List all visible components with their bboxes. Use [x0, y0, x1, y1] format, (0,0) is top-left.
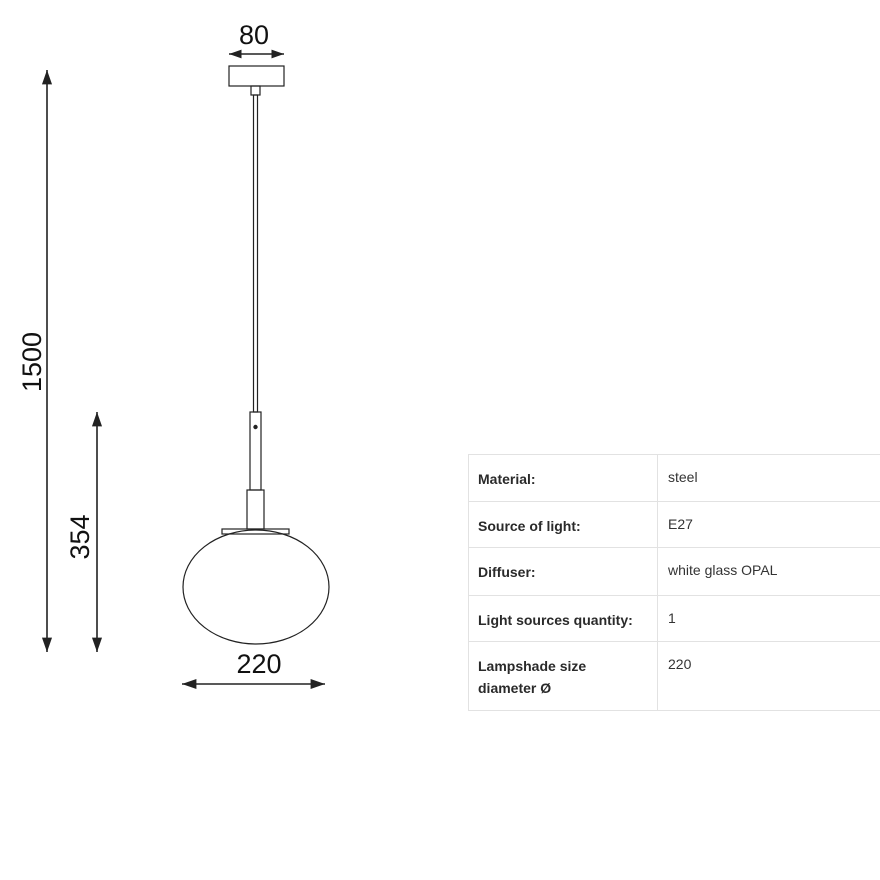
- upper-stem: [250, 412, 261, 490]
- total-height-label: 1500: [17, 331, 47, 393]
- spec-label-cell: [469, 596, 658, 642]
- spec-label: Light sources quantity:: [478, 612, 633, 628]
- lamp-height-label: 354: [65, 514, 95, 560]
- spec-value: 220: [668, 656, 692, 672]
- stem-screw: [254, 425, 257, 428]
- pendant-lamp: [183, 66, 329, 644]
- total-height-dimension: [17, 70, 47, 652]
- spec-value-cell: [658, 642, 880, 711]
- canopy-connector: [251, 86, 260, 95]
- spec-value-cell: [658, 596, 880, 642]
- spec-table: [468, 454, 880, 711]
- spec-label: Source of light:: [478, 518, 581, 534]
- lamp-holder: [247, 490, 264, 529]
- spec-value: white glass OPAL: [668, 562, 778, 578]
- spec-row-lampshade-diameter: [469, 642, 880, 711]
- spec-label: Lampshade size diameter Ø: [478, 658, 587, 696]
- canopy-width-label: 80: [238, 20, 270, 50]
- ceiling-canopy: [229, 66, 284, 86]
- spec-row-light-sources-quantity: [469, 596, 880, 642]
- shade-diameter-dimension: [182, 649, 325, 684]
- spec-value: steel: [668, 469, 698, 485]
- spec-label-cell: [469, 548, 658, 596]
- canopy-width-dimension: [229, 20, 284, 54]
- spec-value-cell: [658, 502, 880, 548]
- spec-row-diffuser: [469, 548, 880, 596]
- lamp-height-dimension: [65, 412, 97, 652]
- spec-value: 1: [668, 610, 676, 626]
- glass-shade: [183, 530, 329, 644]
- spec-label: Material:: [478, 471, 536, 487]
- spec-value: E27: [668, 516, 693, 532]
- spec-value-cell: [658, 455, 880, 502]
- spec-label-cell: [469, 455, 658, 502]
- spec-label: Diffuser:: [478, 564, 536, 580]
- spec-row-source-of-light: [469, 502, 880, 548]
- spec-value-cell: [658, 548, 880, 596]
- spec-label-cell: [469, 642, 658, 711]
- spec-row-material: [469, 455, 880, 502]
- spec-label-cell: [469, 502, 658, 548]
- suspension-cable: [254, 95, 258, 412]
- shade-diameter-label: 220: [236, 649, 282, 679]
